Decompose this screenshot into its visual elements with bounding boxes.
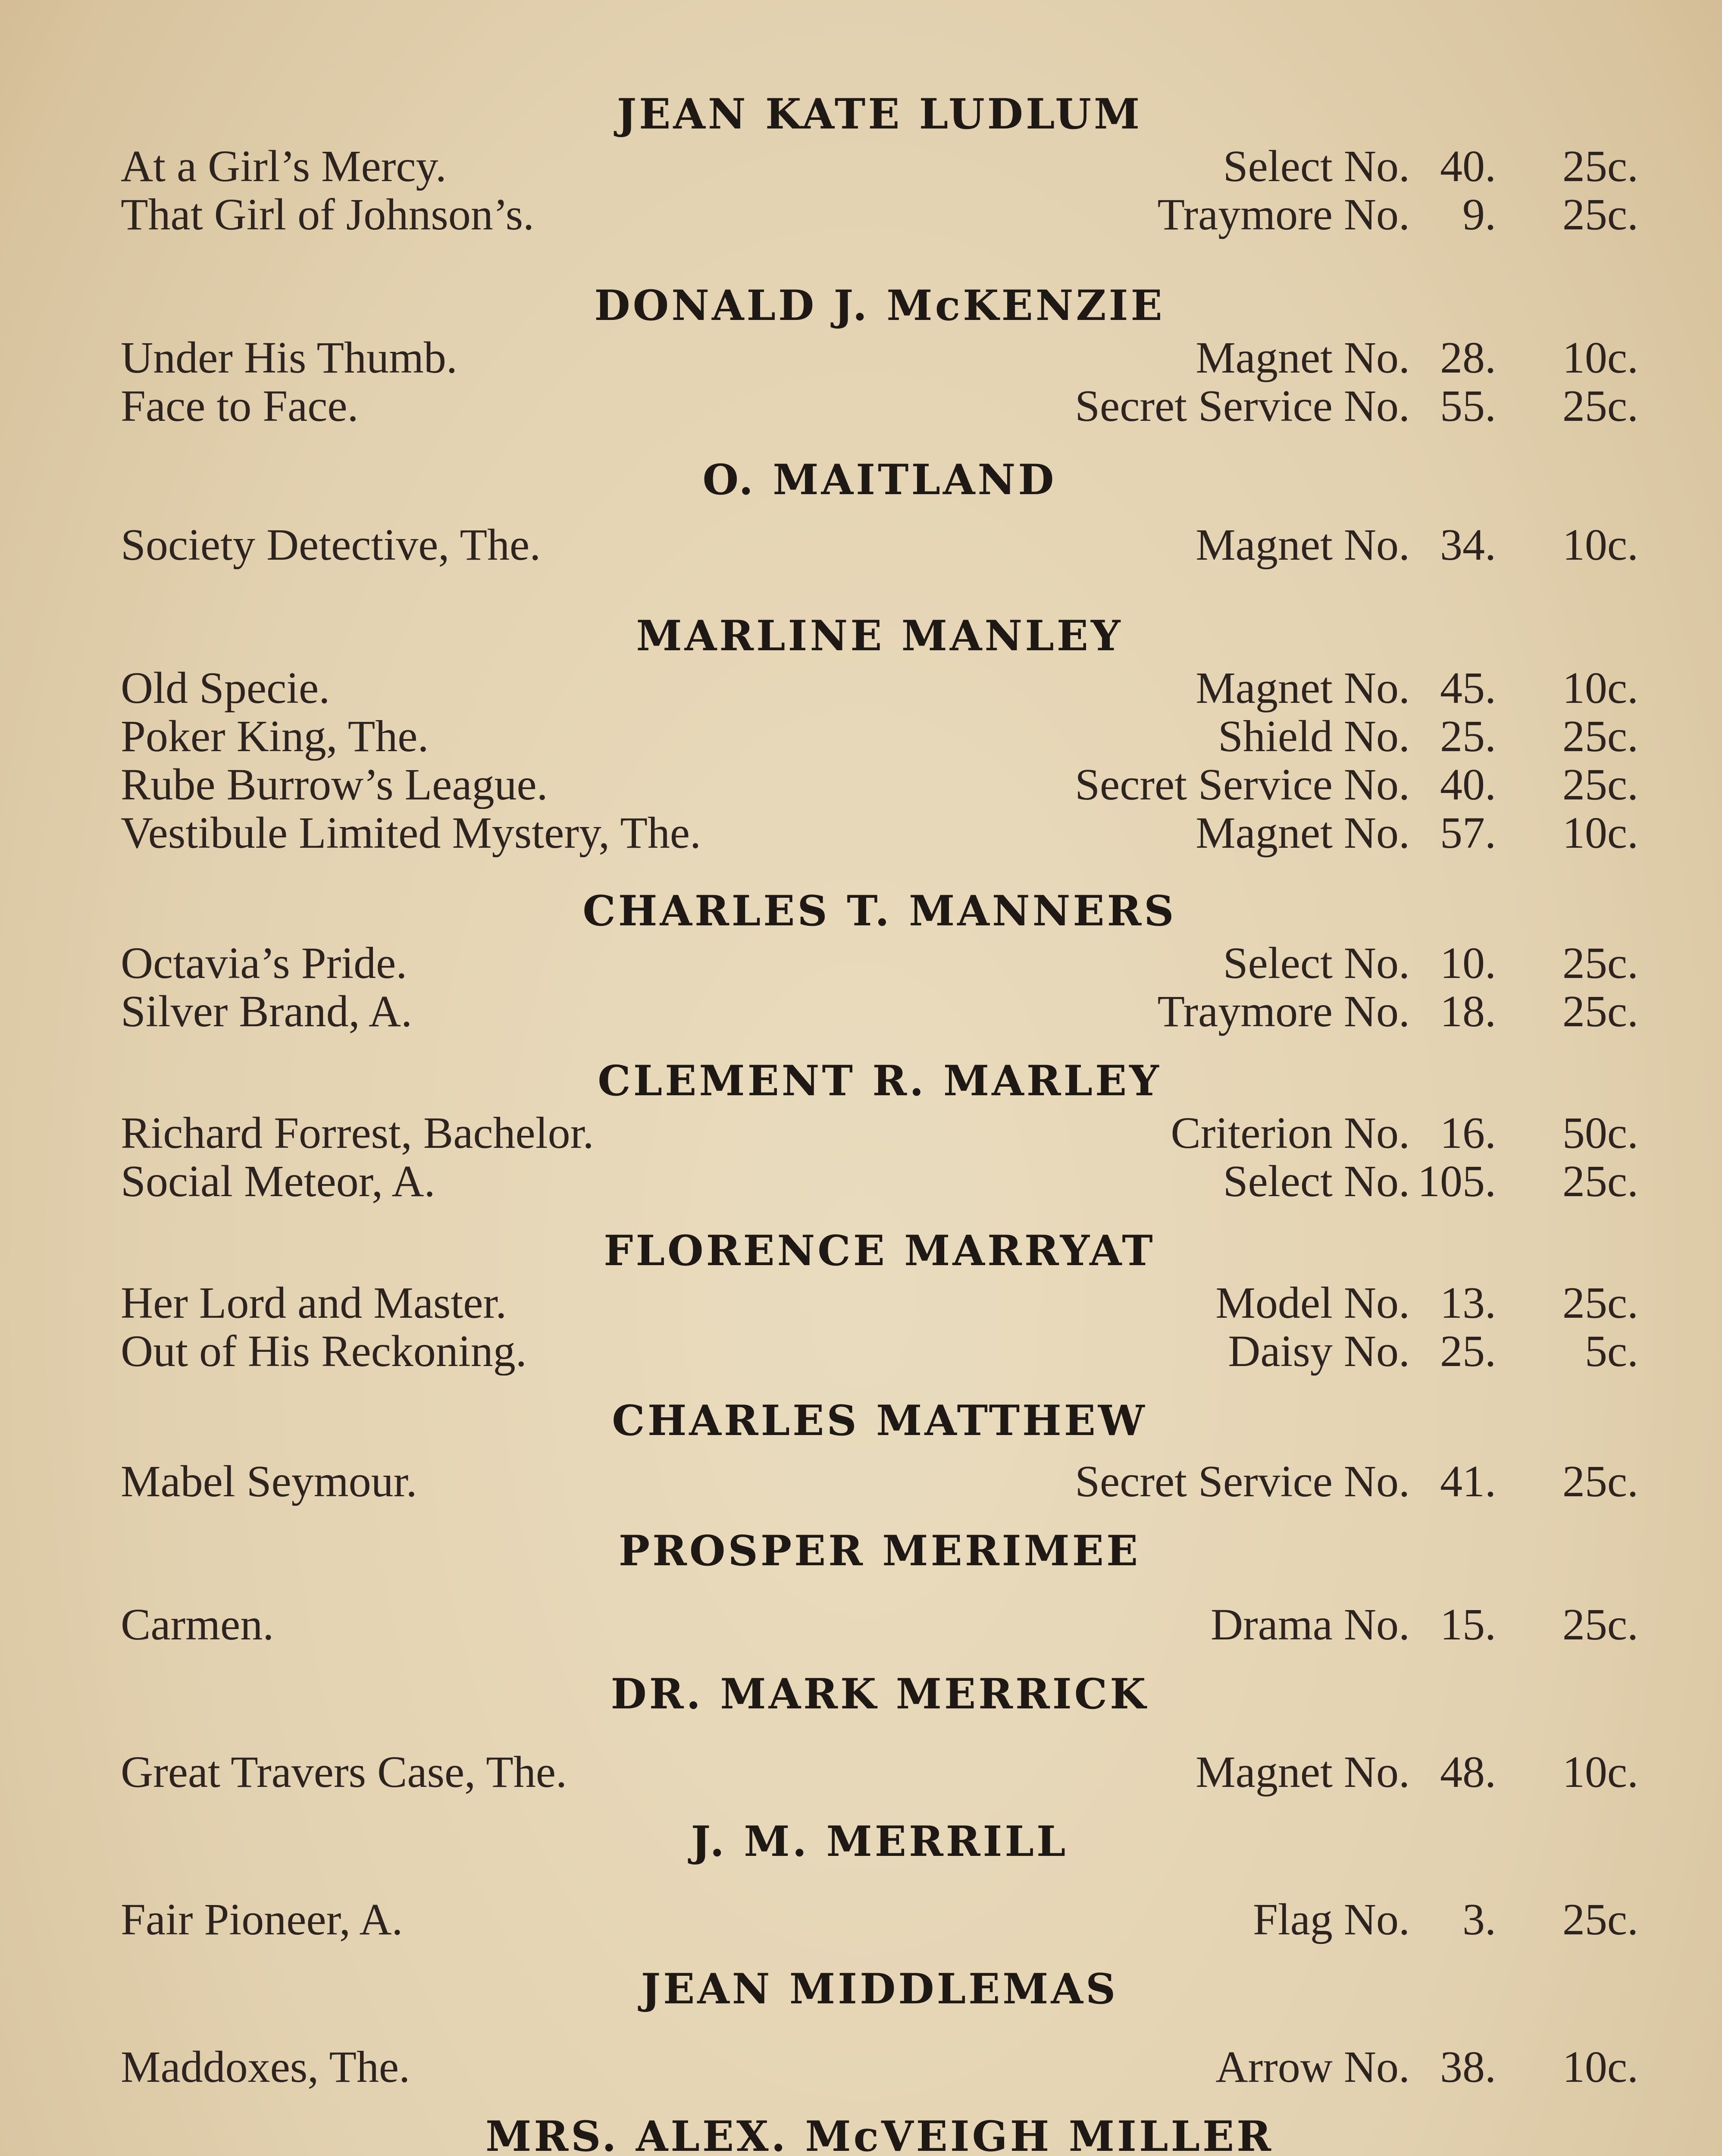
author-section [121, 452, 1638, 569]
author-heading: MRS. ALEX. McVEIGH MILLER [485, 2112, 1274, 2156]
book-title: Maddoxes, The. [121, 2043, 410, 2091]
price: 25c. [1562, 1278, 1638, 1328]
book-entry [121, 664, 1638, 712]
book-title: Richard Forrest, Bachelor. [121, 1109, 594, 1157]
book-entry [121, 1457, 1638, 1506]
book-entry [121, 1748, 1638, 1796]
series-number: 105. [1418, 1156, 1496, 1206]
author-section [121, 278, 1638, 430]
series-number: 9. [1462, 190, 1496, 239]
series-name: Magnet No. [1196, 1747, 1410, 1797]
series-name: Drama No. [1210, 1600, 1410, 1649]
series-number: 18. [1440, 987, 1496, 1036]
series-number: 28. [1440, 333, 1496, 382]
series-number: 25. [1440, 711, 1496, 761]
series-name: Secret Service No. [1075, 381, 1410, 431]
series-name: Magnet No. [1196, 520, 1410, 570]
series-number: 34. [1440, 520, 1496, 570]
series-number: 15. [1440, 1600, 1496, 1649]
price: 25c. [1562, 987, 1638, 1036]
book-title: Her Lord and Master. [121, 1279, 507, 1327]
price: 25c. [1562, 190, 1638, 239]
series-name: Select No. [1223, 938, 1410, 988]
series-name: Secret Service No. [1075, 1457, 1410, 1506]
series-name: Arrow No. [1215, 2042, 1410, 2092]
series-number: 41. [1440, 1457, 1496, 1506]
book-entry [121, 939, 1638, 987]
author-heading: FLORENCE MARRYAT [604, 1226, 1155, 1275]
book-entry [121, 1601, 1638, 1649]
price: 25c. [1562, 141, 1638, 191]
author-section [121, 1814, 1638, 1944]
book-title: Poker King, The. [121, 712, 429, 761]
book-entry [121, 2043, 1638, 2091]
book-entry [121, 1109, 1638, 1157]
price: 10c. [1562, 663, 1638, 713]
author-section [121, 1523, 1638, 1649]
book-entry [121, 382, 1638, 430]
book-title: Carmen. [121, 1601, 274, 1649]
series-name: Flag No. [1253, 1895, 1410, 1944]
book-title: Octavia’s Pride. [121, 939, 407, 987]
catalog-page [121, 86, 1638, 2156]
price: 25c. [1562, 760, 1638, 809]
series-number: 40. [1440, 760, 1496, 809]
series-number: 38. [1440, 2042, 1496, 2092]
series-number: 48. [1440, 1747, 1496, 1797]
book-entry [121, 521, 1638, 569]
price: 25c. [1562, 1895, 1638, 1944]
author-section [121, 1666, 1638, 1796]
author-heading: CHARLES MATTHEW [612, 1396, 1147, 1445]
author-section [121, 1053, 1638, 1206]
book-title: Social Meteor, A. [121, 1157, 435, 1206]
series-number: 25. [1440, 1326, 1496, 1376]
book-title: Vestibule Limited Mystery, The. [121, 809, 701, 857]
book-entry [121, 142, 1638, 191]
book-title: Fair Pioneer, A. [121, 1896, 403, 1944]
price: 25c. [1562, 381, 1638, 431]
author-section [121, 1393, 1638, 1506]
book-title: Silver Brand, A. [121, 987, 412, 1036]
author-heading: CLEMENT R. MARLEY [598, 1056, 1162, 1105]
series-name: Shield No. [1218, 711, 1410, 761]
price: 10c. [1562, 2042, 1638, 2092]
series-name: Traymore No. [1157, 190, 1410, 239]
price: 25c. [1562, 1457, 1638, 1506]
series-name: Magnet No. [1196, 808, 1410, 858]
price: 10c. [1562, 333, 1638, 382]
series-number: 55. [1440, 381, 1496, 431]
series-number: 3. [1462, 1895, 1496, 1944]
price: 5c. [1584, 1326, 1638, 1376]
series-number: 40. [1440, 141, 1496, 191]
series-name: Select No. [1223, 1156, 1410, 1206]
book-entry [121, 761, 1638, 809]
book-entry [121, 1327, 1638, 1376]
author-heading: PROSPER MERIMEE [618, 1526, 1141, 1575]
author-heading: DR. MARK MERRICK [611, 1670, 1149, 1718]
series-name: Traymore No. [1157, 987, 1410, 1036]
author-heading: JEAN KATE LUDLUM [617, 90, 1143, 138]
book-title: Old Specie. [121, 664, 330, 712]
book-title: Under His Thumb. [121, 334, 457, 382]
author-section [121, 608, 1638, 857]
author-heading: O. MAITLAND [702, 455, 1057, 504]
book-title: Great Travers Case, The. [121, 1748, 567, 1796]
series-number: 13. [1440, 1278, 1496, 1328]
author-section [121, 1961, 1638, 2091]
author-heading: JEAN MIDDLEMAS [641, 1965, 1118, 2013]
book-title: That Girl of Johnson’s. [121, 191, 535, 239]
book-entry [121, 712, 1638, 761]
price: 25c. [1562, 1600, 1638, 1649]
book-entry [121, 1279, 1638, 1327]
author-heading: DONALD J. McKENZIE [594, 281, 1165, 330]
author-section [121, 1223, 1638, 1376]
book-title: At a Girl’s Mercy. [121, 142, 447, 191]
price: 10c. [1562, 808, 1638, 858]
author-section [121, 2109, 1638, 2156]
book-title: Society Detective, The. [121, 521, 541, 569]
book-entry [121, 191, 1638, 239]
author-section [121, 86, 1638, 239]
book-entry [121, 334, 1638, 382]
series-name: Secret Service No. [1075, 760, 1410, 809]
book-entry [121, 809, 1638, 857]
series-number: 57. [1440, 808, 1496, 858]
author-section [121, 883, 1638, 1036]
book-entry [121, 1157, 1638, 1206]
book-title: Rube Burrow’s League. [121, 761, 548, 809]
price: 10c. [1562, 1747, 1638, 1797]
price: 50c. [1562, 1108, 1638, 1158]
book-title: Out of His Reckoning. [121, 1327, 527, 1376]
book-title: Mabel Seymour. [121, 1457, 417, 1506]
book-entry [121, 987, 1638, 1036]
series-name: Magnet No. [1196, 333, 1410, 382]
author-heading: J. M. MERRILL [691, 1817, 1068, 1866]
series-name: Model No. [1215, 1278, 1410, 1328]
series-number: 16. [1440, 1108, 1496, 1158]
series-name: Daisy No. [1228, 1326, 1410, 1376]
series-name: Criterion No. [1171, 1108, 1410, 1158]
price: 10c. [1562, 520, 1638, 570]
series-number: 10. [1440, 938, 1496, 988]
price: 25c. [1562, 938, 1638, 988]
series-name: Magnet No. [1196, 663, 1410, 713]
price: 25c. [1562, 711, 1638, 761]
series-number: 45. [1440, 663, 1496, 713]
book-title: Face to Face. [121, 382, 359, 430]
author-heading: MARLINE MANLEY [636, 611, 1123, 660]
price: 25c. [1562, 1156, 1638, 1206]
book-entry [121, 1896, 1638, 1944]
author-heading: CHARLES T. MANNERS [582, 887, 1177, 935]
series-name: Select No. [1223, 141, 1410, 191]
